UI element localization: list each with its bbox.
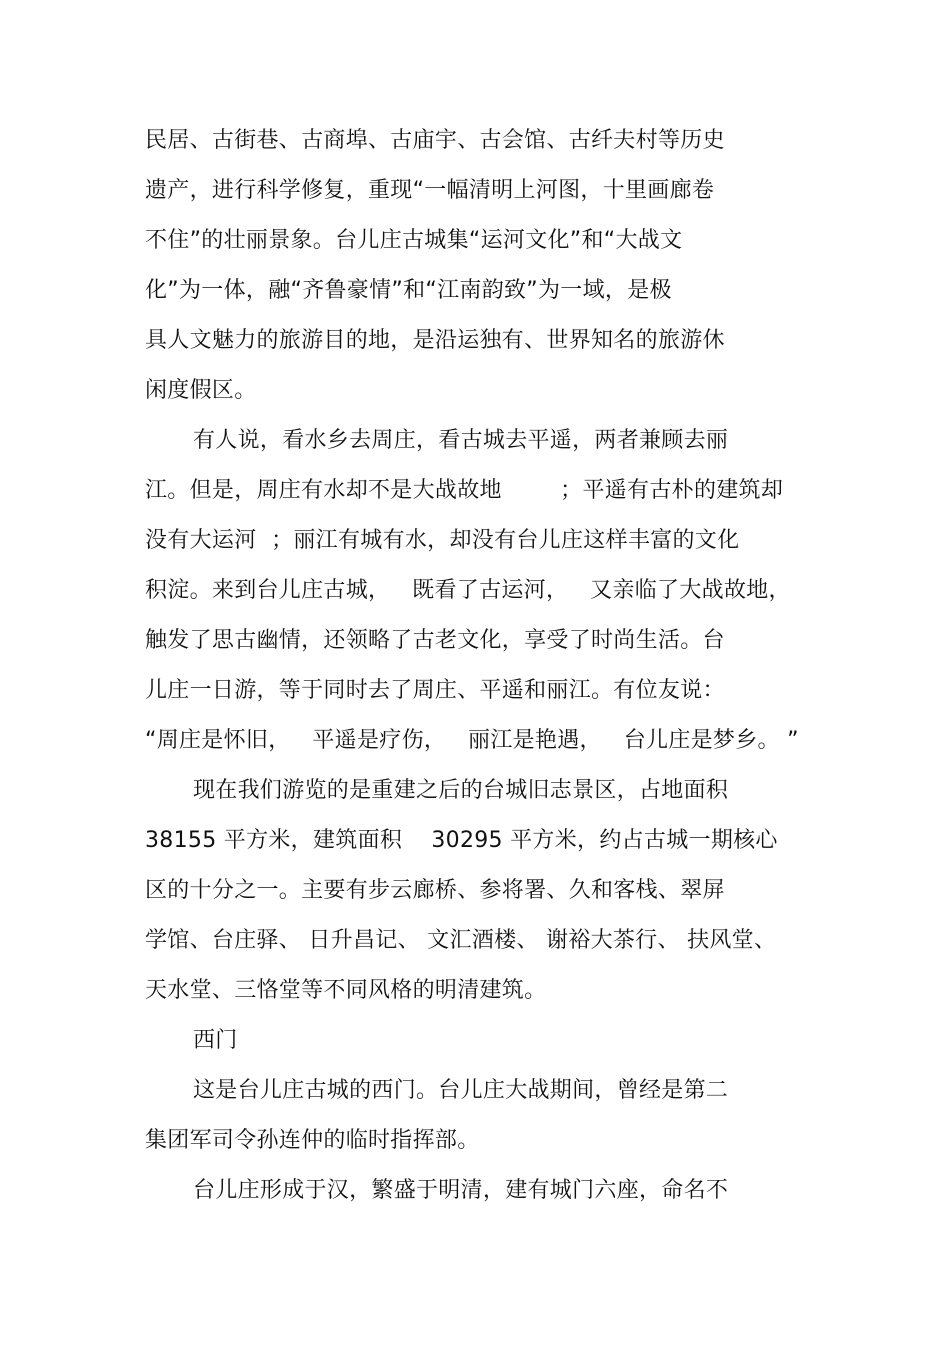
text-line: 触发了思古幽情，还领略了古老文化，享受了时尚生活。台 [145, 628, 725, 653]
text-line: 遗产，进行科学修复，重现“一幅清明上河图，十里画廊卷 [145, 178, 715, 203]
text-line: 民居、古街巷、古商埠、古庙宇、古会馆、古纤夫村等历史 [145, 128, 725, 153]
quote-line: “周庄是怀旧， 平遥是疗伤， 丽江是艳遇， 台儿庄是梦乡。 ” [145, 728, 799, 753]
text-line: 闲度假区。 [145, 378, 257, 403]
text-line: 区的十分之一。主要有步云廊桥、参将署、久和客栈、翠屏 [145, 878, 725, 903]
text-line: 天水堂、三恪堂等不同风格的明清建筑。 [145, 978, 547, 1003]
text-line: 集团军司令孙连仲的临时指挥部。 [145, 1128, 480, 1153]
text-line: 儿庄一日游，等于同时去了周庄、平遥和丽江。有位友说： [145, 678, 725, 703]
text-line: 化”为一体，融“齐鲁豪情”和“江南韵致”为一域，是极 [145, 278, 672, 303]
text-line: 38155 平方米，建筑面积 30295 平方米，约占古城一期核心 [145, 828, 778, 853]
text-line: 江。但是，周庄有水却不是大战故地 ；平遥有古朴的建筑却 [145, 478, 784, 503]
text-line: 没有大运河 ；丽江有城有水，却没有台儿庄这样丰富的文化 [145, 528, 740, 553]
paragraph-start-line: 现在我们游览的是重建之后的台城旧志景区，占地面积 [193, 778, 729, 803]
text-line: 不住”的壮丽景象。台儿庄古城集“运河文化”和“大战文 [145, 228, 683, 253]
paragraph-start-line: 这是台儿庄古城的西门。台儿庄大战期间，曾经是第二 [193, 1078, 729, 1103]
text-line: 积淀。来到台儿庄古城， 既看了古运河， 又亲临了大战故地， [145, 578, 791, 603]
text-line: 具人文魅力的旅游目的地，是沿运独有、世界知名的旅游休 [145, 328, 725, 353]
section-heading: 西门 [193, 1028, 238, 1053]
paragraph-start-line: 有人说，看水乡去周庄，看古城去平遥，两者兼顾去丽 [193, 428, 729, 453]
text-line: 学馆、台庄驿、 日升昌记、 文汇酒楼、 谢裕大茶行、 扶风堂、 [145, 928, 777, 953]
paragraph-start-line: 台儿庄形成于汉，繁盛于明清，建有城门六座，命名不 [193, 1178, 729, 1203]
